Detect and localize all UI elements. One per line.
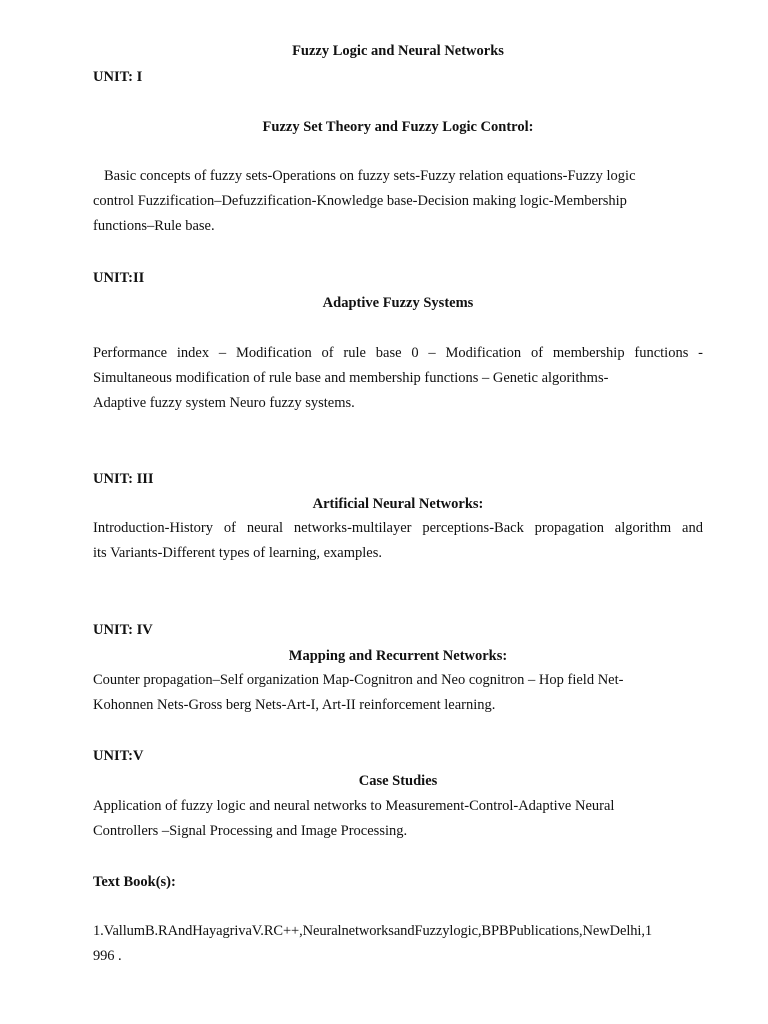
textbooks-body (93, 919, 703, 969)
document-title: Fuzzy Logic and Neural Networks (292, 43, 504, 59)
unit-4-heading: Mapping and Recurrent Networks: (288, 648, 508, 664)
unit-2-heading: Adaptive Fuzzy Systems (322, 295, 474, 311)
unit-3-body (93, 516, 703, 566)
unit-3-line-2: its Variants-Different types of learning, examples. (93, 545, 382, 562)
textbook-line-1: 1.VallumB.RAndHayagrivaV.RC++,NeuralnetworksandFuzzylogic,BPBPublications,NewDelhi,1 (93, 923, 653, 939)
unit-2-line-3: Adaptive fuzzy system Neuro fuzzy systems. (93, 395, 355, 412)
textbook-line-2: 996 . (93, 948, 122, 965)
unit-2-body (93, 341, 703, 417)
textbooks-label: Text Book(s): (93, 874, 176, 890)
unit-3-line-1: Introduction-History of neural networks-multilayer perceptions-Back propagation algorithm and (93, 520, 703, 536)
unit-5-line-1: Application of fuzzy logic and neural networks to Measurement-Control-Adaptive Neural (93, 798, 615, 814)
unit-1-line-3: functions–Rule base. (93, 218, 215, 235)
unit-4-label: UNIT: IV (93, 622, 153, 638)
unit-5-label: UNIT:V (93, 748, 144, 764)
unit-4-line-2: Kohonnen Nets-Gross berg Nets-Art-I, Art-II reinforcement learning. (93, 697, 496, 714)
unit-3-heading: Artificial Neural Networks: (312, 496, 484, 512)
unit-2-label: UNIT:II (93, 270, 145, 286)
unit-1-line-1: Basic concepts of fuzzy sets-Operations on fuzzy sets-Fuzzy relation equations-Fuzzy logic (104, 168, 636, 184)
unit-2-line-1: Performance index – Modification of rule base 0 – Modification of membership functions - (93, 345, 703, 361)
unit-4-line-1: Counter propagation–Self organization Map-Cognitron and Neo cognitron – Hop field Net- (93, 672, 624, 688)
unit-2-line-2: Simultaneous modification of rule base and membership functions – Genetic algorithms- (93, 370, 609, 387)
unit-3-label: UNIT: III (93, 471, 154, 487)
unit-4-body (93, 668, 703, 718)
unit-1-body (93, 164, 703, 240)
unit-1-heading: Fuzzy Set Theory and Fuzzy Logic Control: (262, 119, 534, 135)
unit-5-body (93, 794, 703, 844)
unit-1-line-2: control Fuzzification–Defuzzification-Knowledge base-Decision making logic-Membership (93, 193, 627, 210)
unit-5-heading: Case Studies (358, 773, 438, 789)
unit-5-line-2: Controllers –Signal Processing and Image Processing. (93, 823, 408, 840)
unit-1-label: UNIT: I (93, 69, 143, 85)
